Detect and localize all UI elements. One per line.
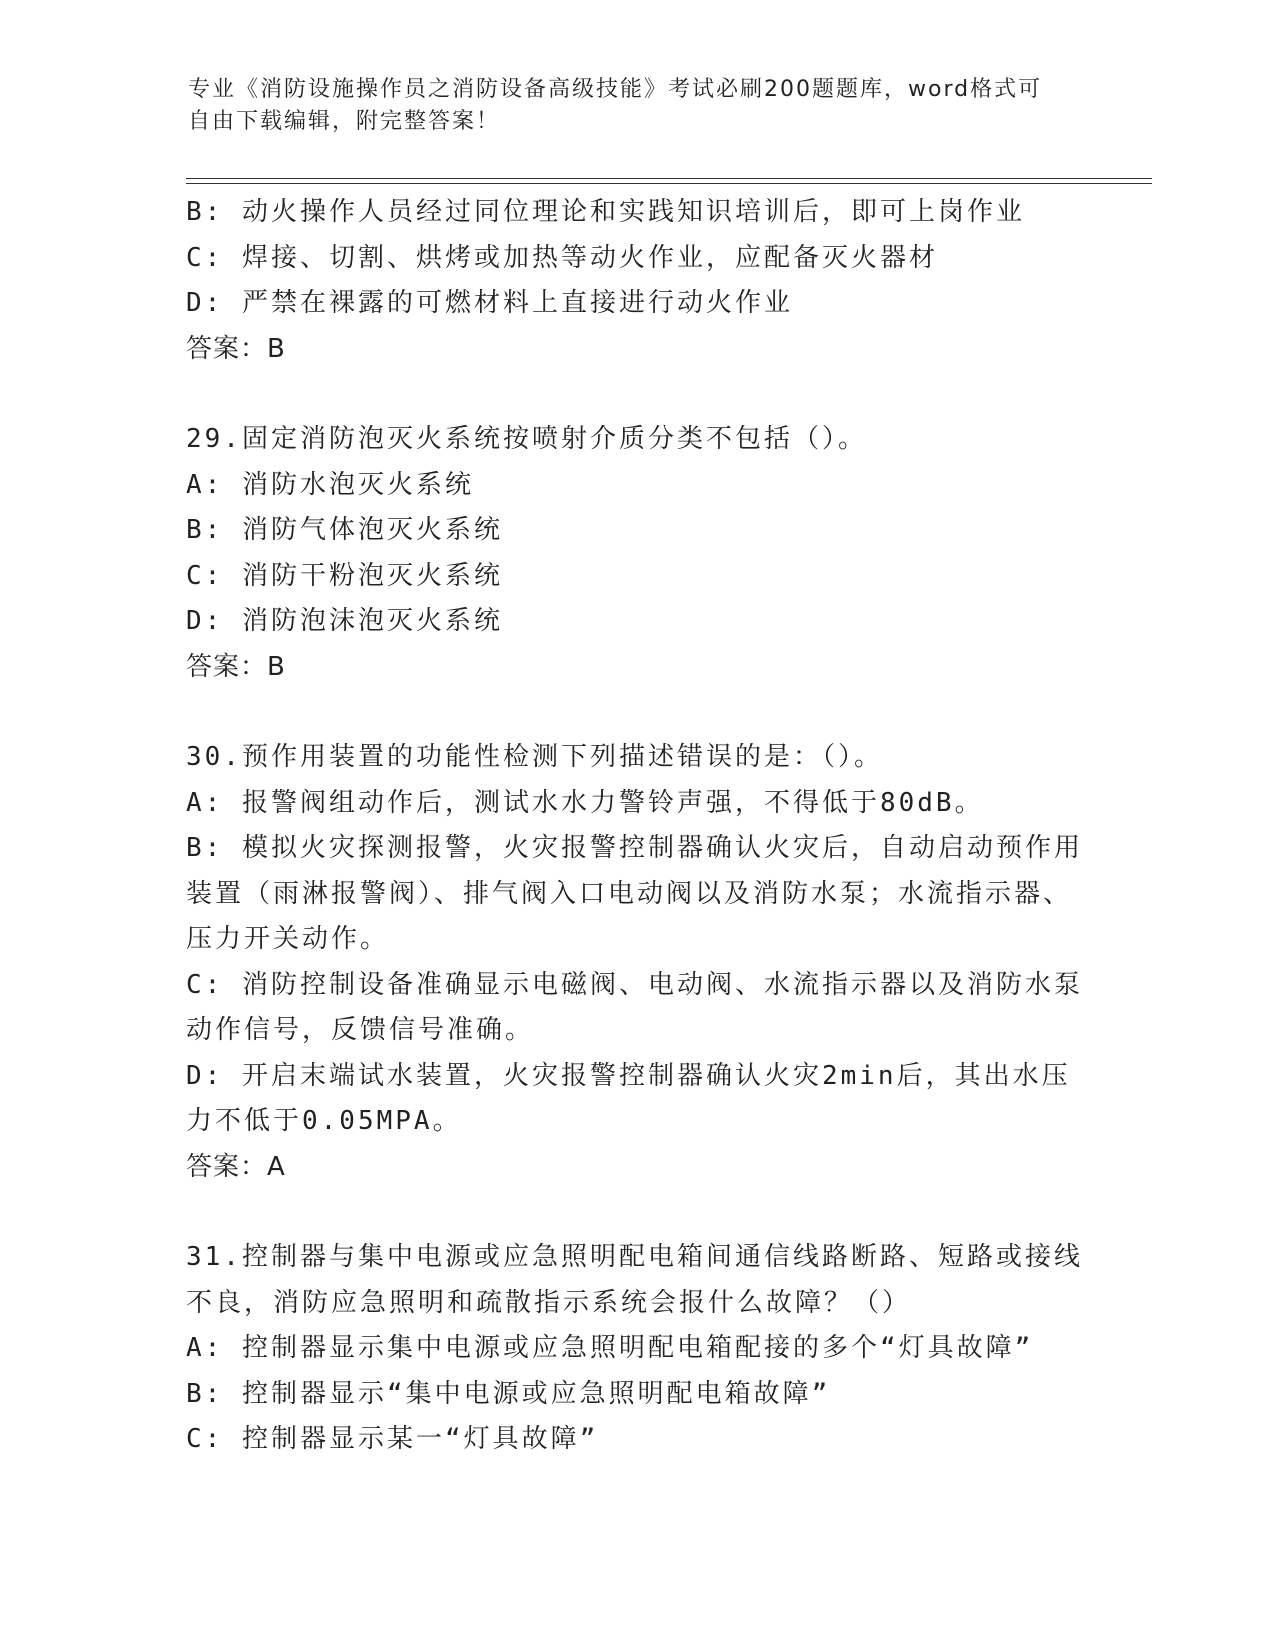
option-c: C: 消防干粉泡灭火系统	[186, 560, 503, 591]
option-d: D: 消防泡沫泡灭火系统	[186, 606, 503, 636]
question-30: 30.预作用装置的功能性检测下列描述错误的是：（）。	[186, 742, 883, 772]
spacer	[186, 1190, 1086, 1235]
answer-line: 答案：B	[186, 333, 286, 364]
option-c: C: 控制器显示某一“灯具故障”	[186, 1424, 599, 1454]
option-d: D: 开启末端试水装置，火灾报警控制器确认火灾2min后，其出水压力不低于0.05MPA。	[186, 1060, 1071, 1136]
option-a: A: 消防水泡灭火系统	[186, 469, 474, 500]
question-29: 29.固定消防泡灭火系统按喷射介质分类不包括（）。	[186, 424, 867, 454]
option-c: C: 焊接、切割、烘烤或加热等动火作业，应配备灭火器材	[186, 242, 938, 273]
option-c: C: 消防控制设备准确显示电磁阀、电动阀、水流指示器以及消防水泵动作信号，反馈信号准确。	[186, 969, 1083, 1045]
answer-line: 答案：A	[186, 1151, 286, 1182]
option-a: A: 报警阀组动作后，测试水水力警铃声强，不得低于80dB。	[186, 787, 984, 818]
option-a: A: 控制器显示集中电源或应急照明配电箱配接的多个“灯具故障”	[186, 1333, 1034, 1363]
spacer	[186, 690, 1086, 735]
option-b: B: 模拟火灾探测报警，火灾报警控制器确认火灾后，自动启动预作用装置（雨淋报警阀）、排气阀入口电动阀以及消防水泵；水流指示器、压力开关动作。	[186, 833, 1083, 954]
document-body	[186, 190, 1086, 1463]
header-divider-top	[186, 178, 1152, 179]
spacer	[186, 372, 1086, 417]
header-line-2: 自由下载编辑，附完整答案！	[188, 109, 501, 134]
document-header	[188, 74, 1068, 138]
header-line-1: 专业《消防设施操作员之消防设备高级技能》考试必刷200题题库，word格式可	[188, 77, 1043, 102]
answer-line: 答案：B	[186, 651, 286, 682]
option-d: D: 严禁在裸露的可燃材料上直接进行动火作业	[186, 288, 793, 318]
option-b: B: 动火操作人员经过同位理论和实践知识培训后，即可上岗作业	[186, 197, 1025, 227]
question-31: 31.控制器与集中电源或应急照明配电箱间通信线路断路、短路或接线不良，消防应急照明和疏散指示系统会报什么故障？（）	[186, 1242, 1083, 1318]
option-b: B: 消防气体泡灭火系统	[186, 515, 503, 545]
header-divider-bottom	[186, 183, 1152, 184]
option-b: B: 控制器显示“集中电源或应急照明配电箱故障”	[186, 1378, 831, 1409]
